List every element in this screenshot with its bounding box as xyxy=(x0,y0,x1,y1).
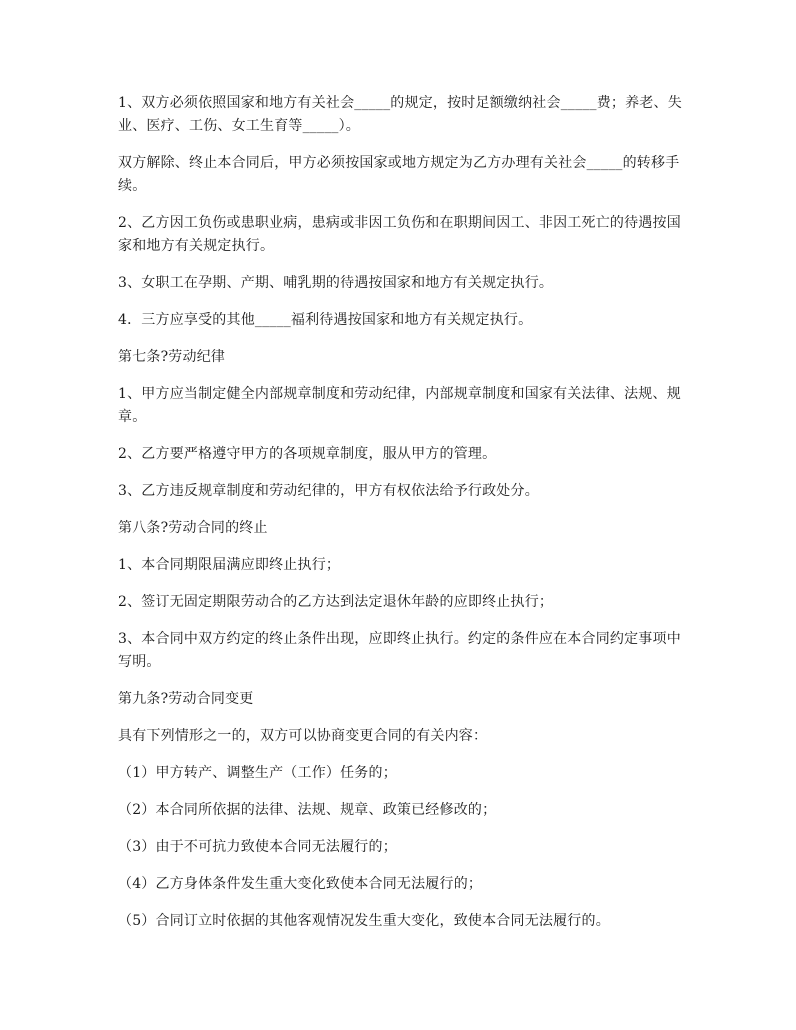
list-item: （3）由于不可抗力致使本合同无法履行的； xyxy=(118,839,397,855)
clause-social-insurance-payment: 1、双方必须依照国家和地方有关社会_____的规定，按时足额缴纳社会_____费；养老、失业、医疗、工伤、女工生育等_____）。 xyxy=(118,95,682,134)
list-item: （5）合同订立时依据的其他客观情况发生重大变化，致使本合同无法履行的。 xyxy=(118,913,610,929)
list-item: （4）乙方身体条件发生重大变化致使本合同无法履行的； xyxy=(118,876,483,892)
clause-comply-rules: 2、乙方要严格遵守甲方的各项规章制度，服从甲方的管理。 xyxy=(118,446,497,462)
clause-female-workers: 3、女职工在孕期、产期、哺乳期的待遇按国家和地方有关规定执行。 xyxy=(118,275,554,291)
clause-retirement-termination: 2、签订无固定期限劳动合的乙方达到法定退休年龄的应即终止执行； xyxy=(118,594,554,610)
list-item: （1）甲方转产、调整生产（工作）任务的； xyxy=(118,765,397,781)
clause-agreed-termination: 3、本合同中双方约定的终止条件出现，应即终止执行。约定的条件应在本合同约定事项中写明。 xyxy=(118,631,681,670)
section-heading-article-7: 第七条?劳动纪律 xyxy=(118,349,226,365)
clause-internal-rules: 1、甲方应当制定健全内部规章制度和劳动纪律，内部规章制度和国家有关法律、法规、规章。 xyxy=(118,386,681,425)
clause-violation-discipline: 3、乙方违反规章制度和劳动纪律的，甲方有权依法给予行政处分。 xyxy=(118,483,539,499)
clause-social-insurance-transfer: 双方解除、终止本合同后，甲方必须按国家或地方规定为乙方办理有关社会_____的转移手续。 xyxy=(118,155,680,194)
document-body xyxy=(118,92,683,947)
clause-term-expiry: 1、本合同期限届满应即终止执行； xyxy=(118,557,341,573)
clause-other-benefits: 4．三方应享受的其他_____福利待遇按国家和地方有关规定执行。 xyxy=(118,312,533,328)
section-heading-article-8: 第八条?劳动合同的终止 xyxy=(118,520,268,536)
section-heading-article-9: 第九条?劳动合同变更 xyxy=(118,691,254,707)
list-item: （2）本合同所依据的法律、法规、规章、政策已经修改的； xyxy=(118,802,497,818)
clause-work-injury: 2、乙方因工负伤或患职业病，患病或非因工负伤和在职期间因工、非因工死亡的待遇按国家和地方有关规定执行。 xyxy=(118,215,681,254)
clause-change-intro: 具有下列情形之一的，双方可以协商变更合同的有关内容： xyxy=(118,728,488,744)
